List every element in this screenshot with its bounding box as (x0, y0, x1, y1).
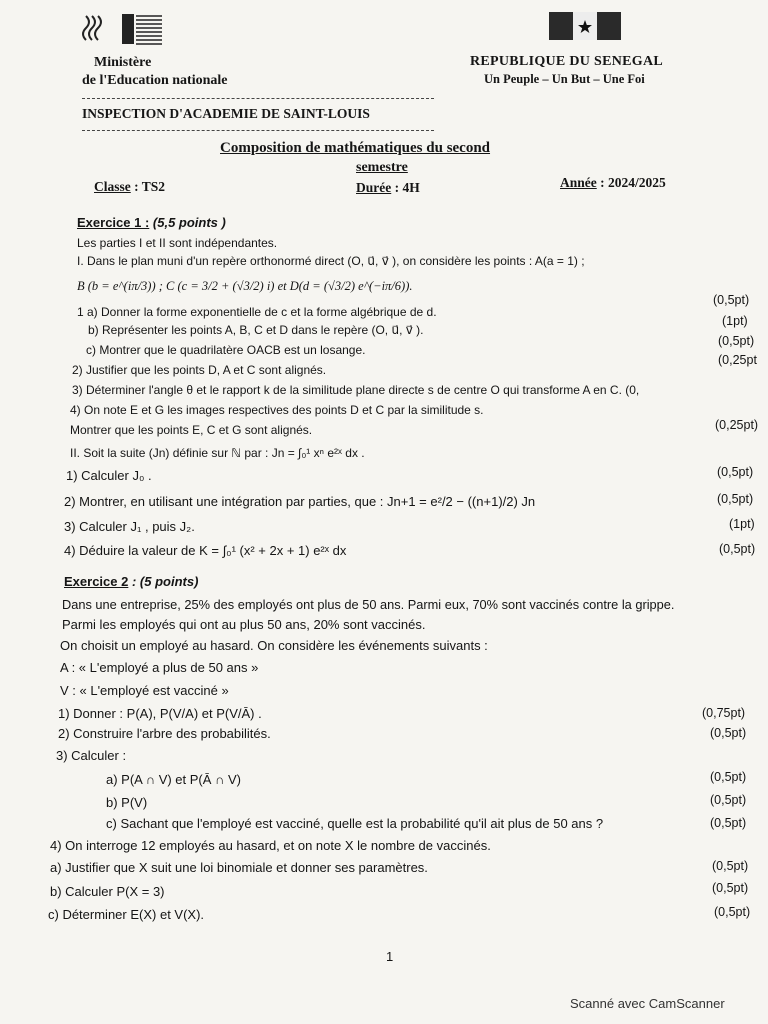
ex1-question-1b: b) Représenter les points A, B, C et D dans le repère (O, u⃗, v⃗ ). (88, 323, 424, 337)
exercise1-points-definition: B (b = e^(iπ/3)) ; C (c = 3/2 + (√3/2) i) et D(d = (√3/2) e^(−iπ/6)). (77, 279, 413, 293)
page-number: 1 (386, 949, 394, 964)
exercise1-intro: Les parties I et II sont indépendantes. (77, 236, 278, 250)
exercise1-heading (77, 215, 226, 230)
ex1-question-2-points: (0,25pt (718, 353, 757, 367)
ex2-question-4b: b) Calculer P(X = 3) (50, 884, 165, 899)
classe-field (94, 179, 165, 195)
ex1-part2-intro: II. Soit la suite (Jn) définie sur ℕ par : Jn = ∫₀¹ xⁿ e²ˣ dx . (70, 446, 365, 460)
ex2-event-A: A : « L'employé a plus de 50 ans » (60, 660, 259, 675)
annee-field (560, 175, 666, 191)
ex1-question-1a: 1 a) Donner la forme exponentielle de c et la forme algébrique de d. (77, 305, 437, 319)
ex2-paragraph-1: Dans une entreprise, 25% des employés ont plus de 50 ans. Parmi eux, 70% sont vaccinés contre la grippe. (62, 597, 675, 612)
republic-title: REPUBLIQUE DU SENEGAL (470, 54, 664, 69)
camscanner-watermark: Scanné avec CamScanner (570, 996, 725, 1011)
header-divider-bottom (82, 130, 434, 131)
ex1-part2-question-4-points: (0,5pt) (719, 542, 756, 556)
ex1-question-4b: Montrer que les points E, C et G sont alignés. (70, 423, 313, 437)
ex1-question-1c: c) Montrer que le quadrilatère OACB est un losange. (86, 343, 366, 357)
exercise1-points: (5,5 points ) (152, 215, 226, 230)
ministry-line2: de l'Education nationale (82, 73, 228, 88)
ex2-paragraph-2: Parmi les employés qui ont au plus 50 ans, 20% sont vaccinés. (62, 617, 426, 632)
ex2-question-3a-points: (0,5pt) (710, 770, 747, 784)
ex2-question-4b-points: (0,5pt) (712, 881, 749, 895)
ex1-question-4-points: (0,25pt) (715, 418, 759, 432)
ex1-question-1c-points: (0,5pt) (718, 334, 755, 348)
ex2-question-3: 3) Calculer : (56, 748, 127, 763)
ex2-question-4a: a) Justifier que X suit une loi binomiale et donner ses paramètres. (50, 860, 428, 875)
exercise2-title: Exercice 2 (64, 574, 129, 589)
ex2-question-4c-points: (0,5pt) (714, 905, 751, 919)
ex2-question-3b-points: (0,5pt) (710, 793, 747, 807)
ex1-question-3: 3) Déterminer l'angle θ et le rapport k de la similitude plane directe s de centre O qui transforme A en C. (0, (72, 383, 640, 397)
ex2-question-4a-points: (0,5pt) (712, 859, 749, 873)
ex2-question-4c: c) Déterminer E(X) et V(X). (48, 907, 205, 922)
ex2-event-V: V : « L'employé est vacciné » (60, 683, 229, 698)
ex2-question-1-points: (0,75pt) (702, 706, 746, 720)
ex2-question-3c-points: (0,5pt) (710, 816, 747, 830)
exam-title-line2: semestre (356, 160, 408, 175)
ex1-part2-question-3-points: (1pt) (729, 517, 755, 531)
ex1-part2-question-3: 3) Calculer J₁ , puis J₂. (64, 519, 195, 534)
inspection-title: INSPECTION D'ACADEMIE DE SAINT-LOUIS (82, 106, 370, 121)
exam-title-line1: Composition de mathématiques du second (220, 140, 491, 156)
ex1-question-1b-points: (1pt) (722, 314, 748, 328)
ex2-question-3a: a) P(A ∩ V) et P(Ā ∩ V) (106, 772, 241, 787)
exercise1-title: Exercice 1 : (77, 215, 150, 230)
classe-label: Classe (94, 179, 131, 194)
ex1-part2-question-4: 4) Déduire la valeur de K = ∫₀¹ (x² + 2x + 1) e²ˣ dx (64, 543, 347, 558)
annee-label: Année (560, 175, 597, 190)
ex1-question-1a-points: (0,5pt) (713, 293, 750, 307)
duree-field (356, 180, 420, 196)
ministry-emblem-icon (82, 12, 164, 48)
ex2-paragraph-3: On choisit un employé au hasard. On considère les événements suivants : (60, 638, 488, 653)
classe-value: : TS2 (134, 179, 166, 194)
duree-label: Durée (356, 180, 392, 195)
ex1-part2-question-2: 2) Montrer, en utilisant une intégration par parties, que : Jn+1 = e²/2 − ((n+1)/2) Jn (64, 494, 536, 509)
ex2-question-3c: c) Sachant que l'employé est vacciné, quelle est la probabilité qu'il ait plus de 50 ans ? (106, 816, 604, 831)
ministry-line1: Ministère (94, 55, 152, 70)
ex1-part2-question-1: 1) Calculer J₀ . (66, 468, 152, 483)
ex2-question-3b: b) P(V) (106, 795, 148, 810)
ex1-part2-question-1-points: (0,5pt) (717, 465, 754, 479)
ex1-question-2: 2) Justifier que les points D, A et C sont alignés. (72, 363, 327, 377)
duree-value: : 4H (394, 180, 420, 195)
annee-value: : 2024/2025 (600, 175, 666, 190)
exercise2-points: : (5 points) (131, 574, 199, 589)
ex2-question-4: 4) On interroge 12 employés au hasard, et on note X le nombre de vaccinés. (50, 838, 491, 853)
republic-motto: Un Peuple – Un But – Une Foi (484, 72, 645, 86)
ex1-part2-question-2-points: (0,5pt) (717, 492, 754, 506)
ex2-question-1: 1) Donner : P(A), P(V/A) et P(V/Ā) . (58, 706, 262, 721)
exercise1-part1-intro: I. Dans le plan muni d'un repère orthonormé direct (O, u⃗, v⃗ ), on considère les points : A(a = 1) ; (77, 254, 585, 268)
ex1-question-4: 4) On note E et G les images respectives des points D et C par la similitude s. (70, 403, 484, 417)
ex2-question-2: 2) Construire l'arbre des probabilités. (58, 726, 271, 741)
senegal-flag-icon (549, 12, 621, 40)
header-divider-top (82, 98, 434, 99)
exercise2-heading (64, 574, 198, 589)
ex2-question-2-points: (0,5pt) (710, 726, 747, 740)
